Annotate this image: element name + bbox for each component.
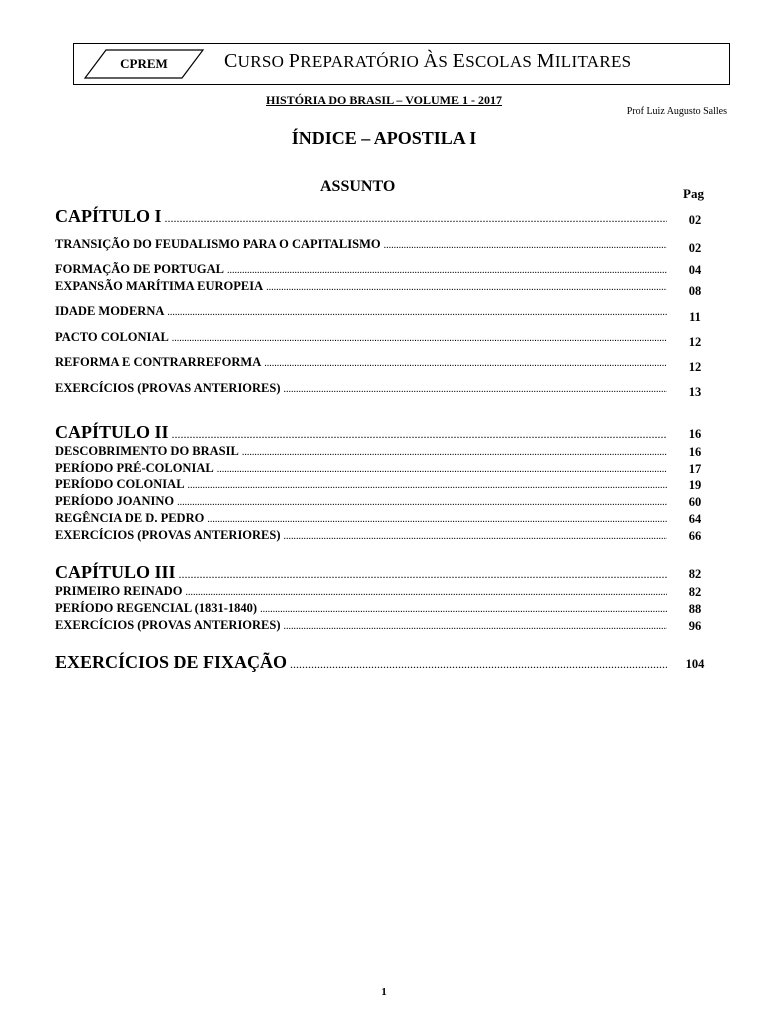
dot-leader [284,384,667,395]
toc-page: 11 [689,310,701,324]
dot-leader [260,604,667,615]
title-rest-3: S [438,52,453,71]
dot-leader [217,464,667,475]
dot-leader [167,307,667,318]
title-cap-4: E [452,50,466,72]
badge-label: CPREM [120,56,168,71]
toc-page: 64 [688,512,702,526]
toc-item [55,511,667,526]
title-rest-4: SCOLAS [465,52,537,71]
toc-item [55,304,667,319]
toc-label: EXERCÍCIOS (PROVAS ANTERIORES) [55,528,281,542]
toc-label: PERÍODO JOANINO [55,494,175,508]
dot-leader [242,447,667,458]
toc-page: 16 [688,445,702,459]
toc-label: CAPÍTULO III [55,562,176,582]
toc-label: REGÊNCIA DE D. PEDRO [55,511,205,525]
toc-item [55,461,667,476]
index-title: ÍNDICE – APOSTILA I [291,128,477,148]
toc-label: EXERCÍCIOS (PROVAS ANTERIORES) [55,381,281,395]
dot-leader [227,265,667,276]
toc-item [55,618,667,633]
dot-leader [179,567,667,582]
toc-label: EXERCÍCIOS DE FIXAÇÃO [55,652,288,672]
toc-page: 19 [688,478,702,492]
dot-leader [207,514,667,525]
toc-label: REFORMA E CONTRARREFORMA [55,355,262,369]
title-cap-5: M [536,50,555,72]
page-column-header: Pag [683,186,704,201]
toc-label: CAPÍTULO I [55,206,162,226]
toc-label: TRANSIÇÃO DO FEUDALISMO PARA O CAPITALISMO [55,237,381,251]
dot-leader [185,587,667,598]
course-title [224,50,631,73]
toc-page: 60 [688,495,702,509]
toc-page: 12 [688,335,702,349]
toc-label: PERÍODO REGENCIAL (1831-1840) [55,601,258,615]
toc-item [55,262,667,277]
dot-leader [266,282,667,293]
dot-leader [177,497,667,508]
toc-label: EXERCÍCIOS (PROVAS ANTERIORES) [55,618,281,632]
toc-item [55,477,667,492]
title-cap-1: C [224,50,238,72]
toc-page: 13 [688,385,702,399]
toc-page: 104 [685,657,705,671]
dot-leader [165,211,667,226]
header-box [73,43,730,85]
toc-label: PRIMEIRO REINADO [55,584,183,598]
toc-label: PERÍODO PRÉ-COLONIAL [55,461,214,475]
toc-page: 08 [688,284,702,298]
toc-item [55,528,667,543]
professor-name: Prof Luiz Augusto Salles [626,106,727,117]
toc-page: 96 [688,619,702,633]
dot-leader [284,621,667,632]
toc-chapter-3 [55,562,667,583]
badge-parallelogram [84,49,204,79]
toc-page: 12 [688,360,702,374]
toc-page: 88 [688,602,702,616]
title-rest-5: ILITARES [554,52,632,71]
toc-item [55,330,667,345]
toc-item [55,494,667,509]
toc-label: EXPANSÃO MARÍTIMA EUROPEIA [55,279,264,293]
toc-item [55,444,667,459]
subject-column-header: ASSUNTO [320,178,396,195]
toc-item [55,237,667,252]
title-rest-2: REPARATÓRIO [300,52,424,71]
toc-label: DESCOBRIMENTO DO BRASIL [55,444,239,458]
dot-leader [172,427,667,442]
toc-item [55,355,667,370]
toc-label: PERÍODO COLONIAL [55,477,185,491]
dot-leader [188,480,667,491]
dot-leader [284,531,667,542]
toc-item [55,601,667,616]
toc-page: 04 [688,263,702,277]
toc-page: 82 [688,567,702,581]
toc-chapter-2 [55,422,667,443]
toc-item [55,381,667,396]
title-rest-1: URSO [237,52,289,71]
toc-page: 02 [688,213,702,227]
dot-leader [384,240,667,251]
footer-page-number: 1 [381,986,387,998]
toc-page: 82 [688,585,702,599]
toc-exercises-fixation [55,652,667,673]
title-cap-3: À [423,50,439,72]
dot-leader [290,657,667,672]
toc-label: IDADE MODERNA [55,304,165,318]
volume-title: HISTÓRIA DO BRASIL – VOLUME 1 - 2017 [266,93,502,107]
toc-label: CAPÍTULO II [55,422,169,442]
dot-leader [172,333,667,344]
dot-leader [264,358,667,369]
toc-chapter-1 [55,206,667,227]
toc-page: 16 [688,427,702,441]
toc-label: FORMAÇÃO DE PORTUGAL [55,262,225,276]
toc-page: 17 [688,462,702,476]
toc-page: 66 [688,529,702,543]
toc-item [55,584,667,599]
toc-item [55,279,667,294]
toc-page: 02 [688,241,702,255]
toc-label: PACTO COLONIAL [55,330,169,344]
title-cap-2: P [288,50,301,72]
